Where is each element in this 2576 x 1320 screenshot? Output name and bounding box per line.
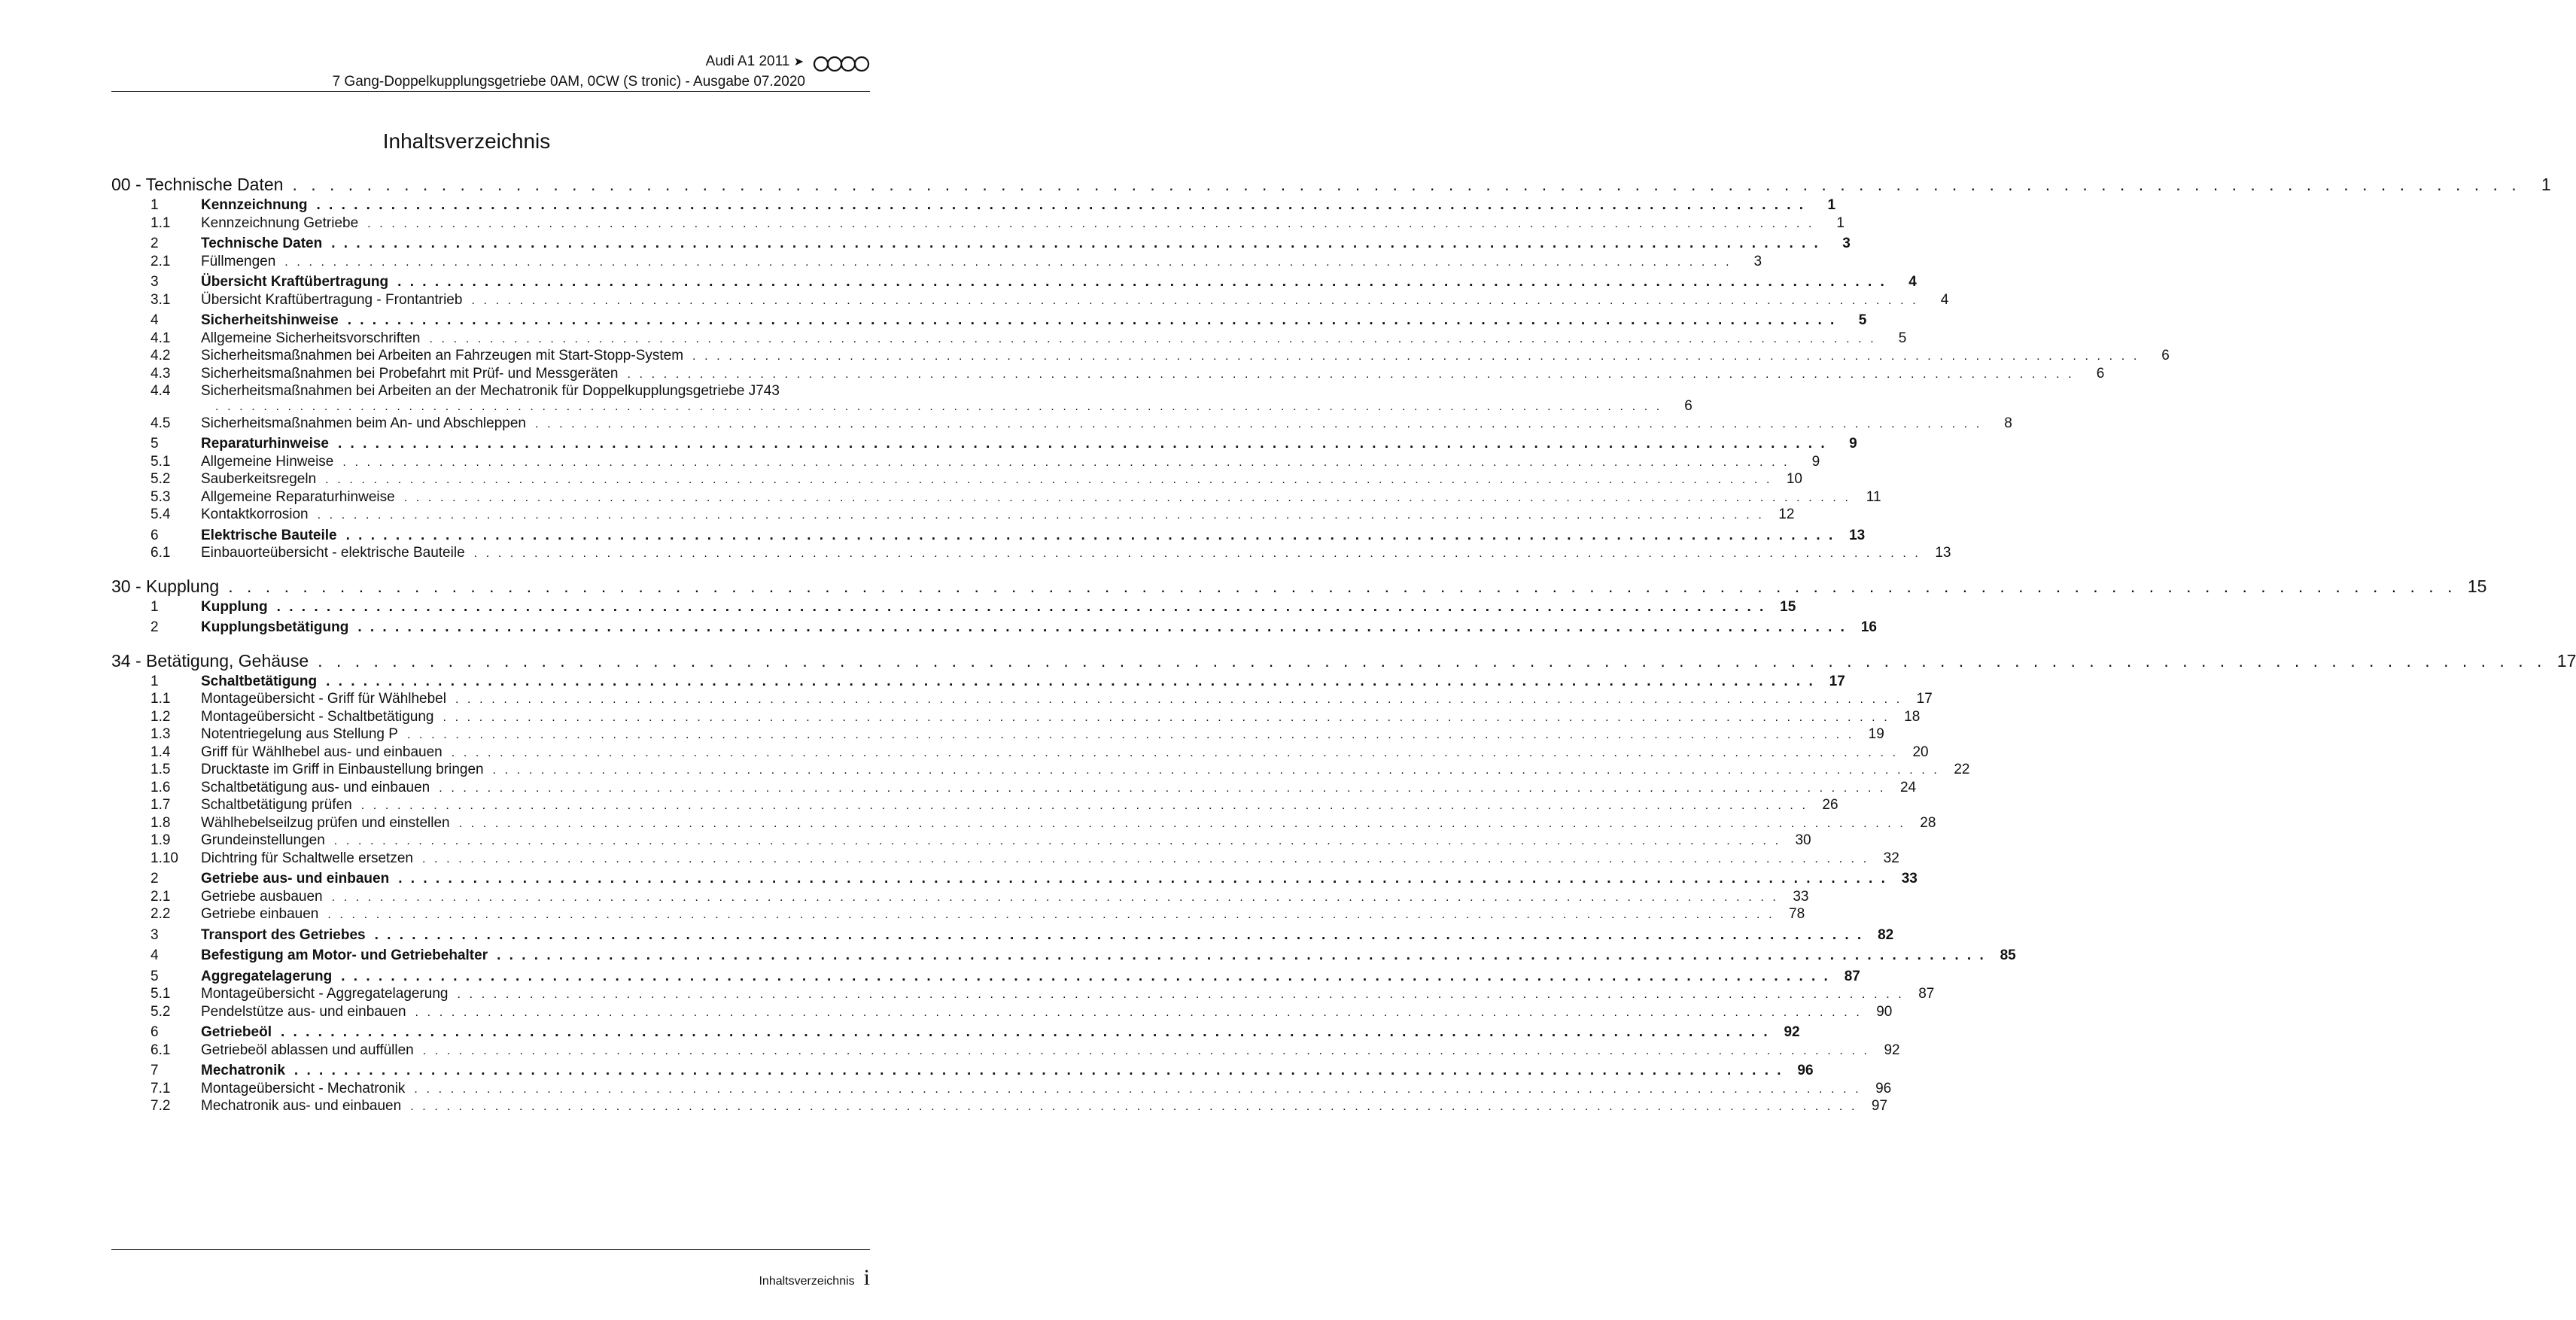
toc-section[interactable] (111, 274, 1917, 292)
toc-leader-dots: . . . . . . . . . . . . . . . . . . . . . . . . . . . . . . . . . . . . . . . . . . . . . . . . . . . . . . . . . . . . . . . . . . . . . . . . . . . . . . . . . . . . . . . . . . . . . . . . . . . . . . . . . . . . . . . . . . . . . . . . (338, 436, 1827, 452)
toc-title: Übersicht Kraftübertragung - Frontantrieb (201, 291, 463, 308)
toc-subsection[interactable] (111, 214, 1845, 233)
toc-page-number: 87 (1918, 986, 1935, 1002)
toc-section[interactable] (111, 871, 1918, 889)
toc-leader-dots: . . . . . . . . . . . . . . . . . . . . . . . . . . . . . . . . . . . . . . . . . . . . . . . . . . . . . . . . . . . . . . . . . . . . . . . . . . . . . . . . . . . . . . . . . . . . . . . . . . . . . . . . . . . . . . . . . . . . . . . . (342, 455, 1790, 469)
toc-page-number: 96 (1875, 1080, 1892, 1096)
toc-leader-dots: . . . . . . . . . . . . . . . . . . . . . . . . . . . . . . . . . . . . . . . . . . . . . . . . . . . . . . . . . . . . . . . . . . . . . . . . . . . . . . . . . . . . . . . . . . . . . . . . . . . . . . . . . . . . . . . . . . . . . . . . (360, 799, 1808, 812)
toc-title: Allgemeine Reparaturhinweise (201, 488, 395, 505)
toc-number: 2 (151, 619, 159, 635)
toc-leader-dots: . . . . . . . . . . . . . . . . . . . . . . . . . . . . . . . . . . . . . . . . . . . . . . . . . . . . . . . . . . . . . . . . . . . . . . . . . . . . . . . . . . . . . . . . . . . . . . . . . . . . . . . . . . . . . . . . . . . . . . . . (325, 473, 1772, 486)
toc-page-number: 15 (1780, 598, 1796, 615)
toc-page-number: 13 (1935, 545, 1951, 561)
toc-leader-dots: . . . . . . . . . . . . . . . . . . . . . . . . . . . . . . . . . . . . . . . . . . . . . . . . . . . . . . . . . . . . . . . . . . . . . . . . . . . . . . . . . . . . . . . . . . . . . . . . . . . . . . . . . . . . . . . . . . . . . . . . (429, 332, 1877, 345)
toc-page-number: 11 (1866, 488, 1881, 505)
toc-title: Pendelstütze aus- und einbauen (201, 1003, 406, 1020)
toc-number: 2.1 (151, 888, 171, 905)
toc-subsection[interactable] (111, 906, 1805, 924)
toc-leader-dots: . . . . . . . . . . . . . . . . . . . . . . . . . . . . . . . . . . . . . . . . . . . . . . . . . . . . . . . . . . . . . . . . . . . . . . . . . . . . . . . . . . . . . . . . . . . . . . . . . . . . . . . . . . . . . . . . . . . . . . . . (317, 509, 1765, 522)
toc-page-number: 3 (1842, 236, 1851, 251)
toc-page-number: 10 (1786, 471, 1802, 487)
toc-title: Kennzeichnung Getriebe (201, 214, 359, 231)
toc-page-number: 9 (1811, 453, 1820, 470)
toc-title: Montageübersicht - Mechatronik (201, 1080, 406, 1096)
toc-leader-dots: . . . . . . . . . . . . . . . . . . . . . . . . . . . . . . . . . . . . . . . . . . . . . . . . . . . . . . . . . . . . . . . . . . . . . . . . . . . . . . . . . . . . . . . . . . . . . . . . . . . . . . . . . . . . . . . . . . . . . . . . (331, 890, 1779, 904)
toc-title: Kupplung (201, 598, 268, 615)
toc-section[interactable] (111, 926, 1894, 945)
toc-number: 3 (151, 926, 159, 943)
toc-leader-dots: . . . . . . . . . . . . . . . . . . . . . . . . . . . . . . . . . . . . . . . . . . . . . . . . . . . . . . . . . . . . . . . . . . . . . . . . . . . . . . . . . . . . . . . . . . . . . . . . . . . . . . . . . . . . . . . . . . . . . . . . (316, 197, 1806, 213)
toc-section[interactable] (111, 436, 1857, 454)
toc-number: 1 (151, 598, 159, 615)
toc-number: 7.1 (151, 1080, 171, 1096)
header-model: Audi A1 2011 (705, 53, 790, 69)
toc-subsection[interactable] (111, 1098, 1888, 1116)
toc-leader-dots: . . . . . . . . . . . . . . . . . . . . . . . . . . . . . . . . . . . . . . . . . . . . . . . . . . . . . . . . . . . . . . . . . . . . . . . . . . . . . . . . . . . . . . . . . . . . . . . . . . . . . . . . . . . . . . . . . . . . . . . . (439, 781, 1887, 795)
toc-number: 1.9 (151, 832, 171, 848)
toc-leader-dots: . . . . . . . . . . . . . . . . . . . . . . . . . . . . . . . . . . . . . . . . . . . . . . . . . . . . . . . . . . . . . . . . . . . . . . . . . . . . . . . . . . . . . . . . . . . . . . . . . . . . . . . . . . . . . . . . . . . . . . . . (627, 367, 2075, 381)
toc-title: 30 - Kupplung (111, 576, 220, 596)
toc-page-number: 4 (1940, 291, 1949, 308)
toc-number: 4.4 (151, 383, 171, 399)
toc-page-number: 17 (2556, 650, 2576, 671)
toc-leader-dots: . . . . . . . . . . . . . . . . . . . . . . . . . . . . . . . . . . . . . . . . . . . . . . . . . . . . . . . . . . . . . . . . . . . . . . . . . . . . . . . . . . . . . . . . . . . . . . . . . . . . . . . . . . . . . . . . . . . . . . . . (492, 764, 1940, 777)
toc-leader-dots: . . . . . . . . . . . . . . . . . . . . . . . . . . . . . . . . . . . . . . . . . . . . . . . . . . . . . . . . . . . . . . . . . . . . . . . . . . . . . . . . . . . . . . . . . . . . . . . . . . . . . . . . . . . . . . . . . . . . . . . . (327, 908, 1775, 921)
toc-number: 6.1 (151, 545, 171, 561)
toc-leader-dots: . . . . . . . . . . . . . . . . . . . . . . . . . . . . . . . . . . . . . . . . . . . . . . . . . . . . . . . . . . . . . . . . . . . . . . . . . . . . . . . . . . . . . . . . . . . . . . . . . . . . . . . . . . . . . . . . . . . . . . . . (284, 255, 1732, 269)
toc-leader-dots: . . . . . . . . . . . . . . . . . . . . . . . . . . . . . . . . . . . . . . . . . . . . . . . . . . . . . . . . . . . . . . . . . . . . . . . . . . . . . . . . . . . . . . . . . . . . . . . . . . . . . . . . . . . . . . . . . . . . . . . . (443, 710, 1890, 724)
toc-subsection[interactable] (111, 814, 1936, 833)
toc-title: Schaltbetätigung prüfen (201, 797, 352, 813)
footer-divider (111, 1249, 870, 1250)
toc-number: 3 (151, 274, 159, 290)
toc-subsection[interactable] (111, 506, 1795, 525)
toc-subsection[interactable] (111, 365, 2105, 384)
audi-rings-icon (813, 56, 870, 72)
toc-number: 2.2 (151, 906, 171, 922)
toc-leader-dots: . . . . . . . . . . . . . . . . . . . . . . . . . . . . . . . . . . . . . . . . . . . . . . . . . . . . . . . . . . . . . . . . . . . . . . . . . . . . . . . . . . . . . . . . . . . . . . . . . . . . . . . . . . . . . . . . . . . . . . . . (333, 835, 1781, 847)
toc-number: 1.1 (151, 691, 171, 707)
toc-title: 00 - Technische Daten (111, 175, 284, 194)
toc-title: Aggregatelagerung (201, 968, 333, 984)
toc-title: Mechatronik aus- und einbauen (201, 1098, 402, 1114)
toc-subsection[interactable] (111, 797, 1838, 815)
toc-subsection[interactable] (111, 348, 2170, 366)
toc-title: Kupplungsbetätigung (201, 619, 349, 635)
toc-title: Schaltbetätigung aus- und einbauen (201, 779, 430, 795)
toc-leader-dots: . . . . . . . . . . . . . . . . . . . . . . . . . . . . . . . . . . . . . . . . . . . . . . . . . . . . . . . . . . . . . . . . . . . . . . . . . . . . . . . . . . . . . . . . . . . . . . . . . . . . . . . . . . . . . . . . . . . . . . . . (347, 312, 1837, 328)
toc-chapter[interactable] (111, 175, 2551, 197)
toc-title: Sicherheitshinweise (201, 312, 339, 328)
header-subtitle: 7 Gang-Doppelkupplungsgetriebe 0AM, 0CW (S tronic) - Ausgabe 07.2020 (332, 74, 805, 90)
toc-leader-dots: . . . . . . . . . . . . . . . . . . . . . . . . . . . . . . . . . . . . . . . . . . . . . . . . . . . . . . . . . . . . . . . . . . . . . . . . . . . . . . . . . . . . . . . . . . . . . . . . . . . . . . . . . . . . . . . . . . . . . . . . (318, 650, 2547, 671)
toc-section[interactable] (111, 947, 2016, 966)
toc-leader-dots: . . . . . . . . . . . . . . . . . . . . . . . . . . . . . . . . . . . . . . . . . . . . . . . . . . . . . . . . . . . . . . . . . . . . . . . . . . . . . . . . . . . . . . . . . . . . . . . . . . . . . . . . . . . . . . . . . . . . . . . . (534, 417, 1982, 430)
toc-subsection[interactable] (111, 1042, 1900, 1060)
toc-page-number: 33 (1793, 888, 1809, 905)
toc-title: 34 - Betätigung, Gehäuse (111, 650, 309, 671)
toc-leader-dots: . . . . . . . . . . . . . . . . . . . . . . . . . . . . . . . . . . . . . . . . . . . . . . . . . . . . . . . . . . . . . . . . . . . . . . . . . . . . . . . . . . . . . . . . . . . . . . . . . . . . . . . . . . . . . . . . . . . . . . . . (455, 693, 1902, 706)
toc-leader-dots: . . . . . . . . . . . . . . . . . . . . . . . . . . . . . . . . . . . . . . . . . . . . . . . . . . . . . . . . . . . . . . . . . . . . . . . . . . . . . . . . . . . . . . . . . . . . . . . . . . . . . . . . . . . . . . . . . . . . . . . . (414, 1082, 1862, 1096)
toc-leader-dots: . . . . . . . . . . . . . . . . . . . . . . . . . . . . . . . . . . . . . . . . . . . . . . . . . . . . . . . . . . . . . . . . . . . . . . . . . . . . . . . . . . . . . . . . . . . . . . . . . . . . . . . . . . . . . . . . . . . . . . . . (367, 217, 1814, 230)
toc-number: 2 (151, 236, 159, 251)
toc-chapter[interactable] (111, 650, 2576, 674)
toc-title: Getriebeöl (201, 1024, 272, 1040)
toc-leader-dots: . . . . . . . . . . . . . . . . . . . . . . . . . . . . . . . . . . . . . . . . . . . . . . . . . . . . . . . . . . . . . . . . . . . . . . . . . . . . . . . . . . . . . . . . . . . . . . . . . . . . . . . . . . . . . . . . . . . . . . . . (421, 852, 1869, 865)
toc-page-number: 15 (2467, 576, 2487, 596)
toc-title: Getriebe ausbauen (201, 888, 323, 905)
toc-title: Kennzeichnung (201, 197, 308, 213)
toc-number: 1.2 (151, 708, 171, 725)
toc-number: 7.2 (151, 1098, 171, 1114)
toc-subsection[interactable] (111, 1003, 1893, 1022)
toc-page-number: 5 (1898, 330, 1907, 346)
toc-leader-dots: . . . . . . . . . . . . . . . . . . . . . . . . . . . . . . . . . . . . . . . . . . . . . . . . . . . . . . . . . . . . . . . . . . . . . . . . . . . . . . . . . . . . . . . . . . . . . . . . . . . . . . . . . . . . . . . . . . . . . . . . (345, 527, 1835, 543)
toc-number: 5.4 (151, 506, 171, 522)
toc-subsection[interactable] (111, 291, 1949, 310)
toc-section[interactable] (111, 312, 1867, 330)
toc-page-number: 92 (1784, 1024, 1800, 1040)
toc-number: 5 (151, 436, 159, 452)
toc-subsection[interactable] (111, 545, 1951, 563)
toc-leader-dots: . . . . . . . . . . . . . . . . . . . . . . . . . . . . . . . . . . . . . . . . . . . . . . . . . . . . . . . . . . . . . . . . . . . . . . . . . . . . . . . . . . . . . . . . . . . . . . . . . . . . . . . . . . . . . . . . . . . . . . . . (331, 236, 1820, 251)
toc-number: 5.3 (151, 488, 171, 505)
toc-title: Sicherheitsmaßnahmen bei Probefahrt mit Prüf- und Messgeräten (201, 365, 619, 382)
toc-title: Montageübersicht - Aggregatelagerung (201, 986, 449, 1002)
toc-page-number: 28 (1920, 814, 1936, 831)
toc-page-number: 1 (1836, 214, 1845, 231)
toc-leader-dots: . . . . . . . . . . . . . . . . . . . . . . . . . . . . . . . . . . . . . . . . . . . . . . . . . . . . . . . . . . . . . . . . . . . . . . . . . . . . . . . . . . . . . . . . . . . . . . . . . . . . . . . . . . . . . . . . . . . . . . . . (397, 274, 1887, 290)
toc-subsection[interactable] (111, 691, 1933, 709)
toc-number: 1.7 (151, 797, 171, 813)
toc-title: Sicherheitsmaßnahmen bei Arbeiten an Fahrzeugen mit Start-Stopp-System (201, 348, 684, 363)
toc-page-number: 92 (1884, 1042, 1900, 1058)
toc-title: Technische Daten (201, 236, 323, 251)
toc-leader-dots: . . . . . . . . . . . . . . . . . . . . . . . . . . . . . . . . . . . . . . . . . . . . . . . . . . . . . . . . . . . . . . . . . . . . . . . . . . . . . . . . . . . . . . . . . . . . . . . . . . . . . . . . . . . . . . . . . . . . . . . . (692, 350, 2140, 363)
toc-number: 2.1 (151, 253, 171, 269)
toc-number: 4 (151, 947, 159, 963)
toc-title: Getriebe aus- und einbauen (201, 871, 390, 887)
toc-leader-dots: . . . . . . . . . . . . . . . . . . . . . . . . . . . . . . . . . . . . . . . . . . . . . . . . . . . . . . . . . . . . . . . . . . . . . . . . . . . . . . . . . . . . . . . . . . . . . . . . . . . . . . . . . . . . . . . . . . . . . . . . (473, 547, 1921, 560)
toc-leader-dots: . . . . . . . . . . . . . . . . . . . . . . . . . . . . . . . . . . . . . . . . . . . . . . . . . . . . . . . . . . . . . . . . . . . . . . . . . . . . . . . . . . . . . . . . . . . . . . . . . . . . . . . . . . . . . . . . . . . . . . . . (374, 926, 1864, 943)
toc-number: 1 (151, 197, 159, 213)
toc-page-number: 32 (1883, 850, 1899, 866)
toc-title: Notentriegelung aus Stellung P (201, 726, 398, 742)
header-model-line (706, 53, 804, 70)
toc-subsection[interactable] (111, 744, 1929, 762)
toc-page-number: 90 (1876, 1003, 1893, 1020)
toc-page-number: 5 (1858, 312, 1867, 328)
toc-page-number: 78 (1789, 906, 1805, 922)
toc-section[interactable] (111, 1063, 1814, 1081)
toc-page-number: 1 (1827, 197, 1836, 213)
toc-number: 1.1 (151, 214, 171, 231)
toc-number: 5.2 (151, 471, 171, 487)
toc-leader-dots: . . . . . . . . . . . . . . . . . . . . . . . . . . . . . . . . . . . . . . . . . . . . . . . . . . . . . . . . . . . . . . . . . . . . . . . . . . . . . . . . . . . . . . . . . . . . . . . . . . . . . . . . . . . . . . . . . . . . . . . . (280, 1024, 1770, 1040)
toc-subsection[interactable] (111, 471, 1802, 489)
toc-page-number: 17 (1916, 691, 1933, 707)
toc-subsection[interactable] (111, 726, 1884, 744)
toc-title: Befestigung am Motor- und Getriebehalter (201, 947, 488, 963)
toc-page-number: 13 (1849, 527, 1866, 543)
toc-title: Übersicht Kraftübertragung (201, 274, 389, 290)
toc-number: 1.10 (151, 850, 178, 866)
toc-page-number: 97 (1871, 1098, 1888, 1114)
toc-number: 5.1 (151, 986, 171, 1002)
page-title: Inhaltsverzeichnis (382, 129, 551, 153)
toc-number: 3.1 (151, 291, 171, 308)
toc-section[interactable] (111, 673, 1845, 692)
toc-number: 1.8 (151, 814, 171, 831)
toc-title: Transport des Getriebes (201, 926, 366, 943)
toc-subsection[interactable] (111, 986, 1935, 1004)
toc-number: 4 (151, 312, 159, 328)
header-divider (111, 91, 870, 92)
toc-title: Drucktaste im Griff in Einbaustellung bringen (201, 762, 484, 777)
toc-subsection[interactable] (111, 453, 1820, 472)
toc-number: 1.3 (151, 726, 171, 742)
toc-leader-dots: . . . . . . . . . . . . . . . . . . . . . . . . . . . . . . . . . . . . . . . . . . . . . . . . . . . . . . . . . . . . . . . . . . . . . . . . . . . . . . . . . . . . . . . . . . . . . . . . . . . . . . . . . . . . . . . . . . . . . . . . (415, 1005, 1863, 1019)
toc-title: Reparaturhinweise (201, 436, 329, 452)
toc-title: Sauberkeitsregeln (201, 471, 317, 487)
toc-number: 6 (151, 1024, 159, 1040)
toc-section[interactable] (111, 236, 1851, 254)
toc-page-number: 6 (2161, 348, 2170, 363)
toc-leader-dots: . . . . . . . . . . . . . . . . . . . . . . . . . . . . . . . . . . . . . . . . . . . . . . . . . . . . . . . . . . . . . . . . . . . . . . . . . . . . . . . . . . . . . . . . . . . . . . . . . . . . . . . . . . . . . . . . . . . . . . . . (406, 728, 1854, 741)
toc-subsection[interactable] (111, 415, 2012, 433)
toc-page-number: 96 (1797, 1063, 1814, 1078)
toc-page-number: 17 (1829, 673, 1845, 689)
toc-number: 4.2 (151, 348, 171, 363)
toc-section[interactable] (111, 619, 1877, 637)
toc-leader-dots: . . . . . . . . . . . . . . . . . . . . . . . . . . . . . . . . . . . . . . . . . . . . . . . . . . . . . . . . . . . . . . . . . . . . . . . . . . . . . . . . . . . . . . . . . . . . . . . . . . . . . . . . . . . . . . . . . . . . . . . . (471, 294, 1919, 307)
toc-page-number: 19 (1868, 726, 1884, 742)
toc-page-number: 1 (2541, 175, 2551, 194)
toc-page-number: 9 (1849, 436, 1857, 452)
toc-number: 1.5 (151, 762, 171, 777)
toc-page-number: 3 (1753, 253, 1762, 269)
toc-subsection[interactable] (111, 888, 1809, 907)
toc-leader-dots: . . . . . . . . . . . . . . . . . . . . . . . . . . . . . . . . . . . . . . . . . . . . . . . . . . . . . . . . . . . . . . . . . . . . . . . . . . . . . . . . . . . . . . . . . . . . . . . . . . . . . . . . . . . . . . . . . . . . . . . . (341, 968, 1830, 984)
toc-number: 4.5 (151, 415, 171, 431)
toc-page-number: 16 (1860, 619, 1877, 635)
toc-leader-dots: . . . . . . . . . . . . . . . . . . . . . . . . . . . . . . . . . . . . . . . . . . . . . . . . . . . . . . . . . . . . . . . . . . . . . . . . . . . . . . . . . . . . . . . . . . . . . . . . . . . . . . . . . . . . . . . . . . . . . . . . (276, 598, 1766, 615)
toc-page-number: 18 (1904, 708, 1921, 725)
toc-page-number: 82 (1878, 926, 1894, 943)
toc-page-number: 26 (1822, 797, 1838, 813)
toc-section[interactable] (111, 527, 1866, 546)
toc-title: Füllmengen (201, 253, 276, 269)
toc-continuation (111, 397, 1692, 415)
toc-number: 1.4 (151, 744, 171, 760)
toc-title: Getriebe einbauen (201, 906, 319, 922)
toc-subsection[interactable] (111, 488, 1881, 507)
toc-leader-dots: . . . . . . . . . . . . . . . . . . . . . . . . . . . . . . . . . . . . . . . . . . . . . . . . . . . . . . . . . . . . . . . . . . . . . . . . . . . . . . . . . . . . . . . . . . . . . . . . . . . . . . . . . . . . . . . . . . . . . . . . (457, 988, 1905, 1001)
toc-leader-dots: . . . . . . . . . . . . . . . . . . . . . . . . . . . . . . . . . . . . . . . . . . . . . . . . . . . . . . . . . . . . . . . . . . . . . . . . . . . . . . . . . . . . . . . . . . . . . . . . . . . . . . . . . . . . . . . . . . . . . . . . (357, 619, 1847, 635)
toc-title: Elektrische Bauteile (201, 527, 337, 543)
toc-title: Sicherheitsmaßnahmen bei Arbeiten an der Mechatronik für Doppelkupplungsgetriebe J743 (201, 383, 780, 399)
toc-leader-dots: . . . . . . . . . . . . . . . . . . . . . . . . . . . . . . . . . . . . . . . . . . . . . . . . . . . . . . . . . . . . . . . . . . . . . . . . . . . . . . . . . . . . . . . . . . . . . . . . . . . . . . . . . . . . . . . . . . . . . . . . (326, 673, 1815, 689)
toc-title: Kontaktkorrosion (201, 506, 309, 522)
toc-number: 1.6 (151, 779, 171, 795)
toc-page-number: 24 (1899, 779, 1917, 795)
toc-number: 4.3 (151, 365, 171, 382)
page-header (111, 53, 870, 92)
toc-number: 7 (151, 1063, 159, 1078)
toc-leader-dots: . . . . . . . . . . . . . . . . . . . . . . . . . . . . . . . . . . . . . . . . . . . . . . . . . . . . . . . . . . . . . . . . . . . . . . . . . . . . . . . . . . . . . . . . . . . . . . . . . . . . . . . . . . . . . . . . . . . . . . . . (215, 400, 1662, 413)
toc-title: Mechatronik (201, 1063, 285, 1078)
toc-subsection[interactable] (111, 762, 1970, 780)
toc-leader-dots: . . . . . . . . . . . . . . . . . . . . . . . . . . . . . . . . . . . . . . . . . . . . . . . . . . . . . . . . . . . . . . . . . . . . . . . . . . . . . . . . . . . . . . . . . . . . . . . . . . . . . . . . . . . . . . . . . . . . . . . . (398, 871, 1887, 887)
toc-subsection[interactable] (111, 330, 1907, 348)
toc-title: Montageübersicht - Schaltbetätigung (201, 708, 434, 725)
toc-subsection[interactable] (111, 832, 1811, 850)
toc-subsection[interactable] (111, 708, 1921, 727)
toc-number: 6.1 (151, 1042, 171, 1058)
toc-title: Griff für Wählhebel aus- und einbauen (201, 744, 443, 760)
toc-leader-dots: . . . . . . . . . . . . . . . . . . . . . . . . . . . . . . . . . . . . . . . . . . . . . . . . . . . . . . . . . . . . . . . . . . . . . . . . . . . . . . . . . . . . . . . . . . . . . . . . . . . . . . . . . . . . . . . . . . . . . . . . (293, 1063, 1784, 1078)
toc-page-number: 6 (1684, 397, 1692, 414)
toc-title: Dichtring für Schaltwelle ersetzen (201, 850, 413, 866)
toc-subsection[interactable] (111, 850, 1899, 868)
toc-subsection[interactable] (111, 253, 1762, 272)
toc-page-number: 4 (1908, 274, 1917, 290)
footer-label: Inhaltsverzeichnis (759, 1275, 855, 1288)
toc-title: Wählhebelseilzug prüfen und einstellen (201, 814, 450, 831)
toc-leader-dots: . . . . . . . . . . . . . . . . . . . . . . . . . . . . . . . . . . . . . . . . . . . . . . . . . . . . . . . . . . . . . . . . . . . . . . . . . . . . . . . . . . . . . . . . . . . . . . . . . . . . . . . . . . . . . . . . . . . . . . . . (228, 576, 2457, 596)
toc-subsection[interactable] (111, 1080, 1892, 1099)
toc-page-number: 33 (1901, 871, 1918, 887)
toc-number: 5.2 (151, 1003, 171, 1020)
footer-page-number: i (863, 1265, 870, 1290)
toc-leader-dots: . . . . . . . . . . . . . . . . . . . . . . . . . . . . . . . . . . . . . . . . . . . . . . . . . . . . . . . . . . . . . . . . . . . . . . . . . . . . . . . . . . . . . . . . . . . . . . . . . . . . . . . . . . . . . . . . . . . . . . . . (410, 1100, 1858, 1113)
toc-number: 5.1 (151, 453, 171, 470)
toc-title: Getriebeöl ablassen und auffüllen (201, 1042, 414, 1058)
toc-title: Montageübersicht - Griff für Wählhebel (201, 691, 446, 707)
toc-page-number: 85 (2000, 947, 2016, 963)
toc-number: 1 (151, 673, 159, 689)
arrow-icon: ➤ (793, 56, 804, 68)
toc-page-number: 20 (1912, 744, 1929, 760)
toc-page-number: 87 (1844, 968, 1860, 984)
toc-page-number: 12 (1778, 506, 1795, 522)
toc-number: 6 (151, 527, 159, 543)
page-footer (759, 1265, 870, 1291)
toc-leader-dots: . . . . . . . . . . . . . . . . . . . . . . . . . . . . . . . . . . . . . . . . . . . . . . . . . . . . . . . . . . . . . . . . . . . . . . . . . . . . . . . . . . . . . . . . . . . . . . . . . . . . . . . . . . . . . . . . . . . . . . . . (497, 947, 1986, 963)
toc-page-number: 8 (2004, 415, 2012, 431)
toc-title: Grundeinstellungen (201, 832, 325, 848)
toc-section[interactable] (111, 197, 1836, 215)
toc-title: Allgemeine Sicherheitsvorschriften (201, 330, 421, 346)
toc-leader-dots: . . . . . . . . . . . . . . . . . . . . . . . . . . . . . . . . . . . . . . . . . . . . . . . . . . . . . . . . . . . . . . . . . . . . . . . . . . . . . . . . . . . . . . . . . . . . . . . . . . . . . . . . . . . . . . . . . . . . . . . . (422, 1044, 1870, 1057)
toc-title: Allgemeine Hinweise (201, 453, 334, 470)
toc-section[interactable] (111, 598, 1796, 617)
toc-page-number: 30 (1795, 832, 1811, 848)
toc-page-number: 22 (1954, 762, 1970, 777)
toc-number: 4.1 (151, 330, 171, 346)
toc-leader-dots: . . . . . . . . . . . . . . . . . . . . . . . . . . . . . . . . . . . . . . . . . . . . . . . . . . . . . . . . . . . . . . . . . . . . . . . . . . . . . . . . . . . . . . . . . . . . . . . . . . . . . . . . . . . . . . . . . . . . . . . . (292, 175, 2521, 194)
toc-number: 5 (151, 968, 159, 984)
toc-subsection[interactable] (111, 779, 1917, 798)
toc-section[interactable] (111, 1024, 1800, 1042)
toc-title: Einbauorteübersicht - elektrische Bauteile (201, 545, 465, 561)
toc-leader-dots: . . . . . . . . . . . . . . . . . . . . . . . . . . . . . . . . . . . . . . . . . . . . . . . . . . . . . . . . . . . . . . . . . . . . . . . . . . . . . . . . . . . . . . . . . . . . . . . . . . . . . . . . . . . . . . . . . . . . . . . . (451, 746, 1899, 759)
toc-leader-dots: . . . . . . . . . . . . . . . . . . . . . . . . . . . . . . . . . . . . . . . . . . . . . . . . . . . . . . . . . . . . . . . . . . . . . . . . . . . . . . . . . . . . . . . . . . . . . . . . . . . . . . . . . . . . . . . . . . . . . . . . (403, 491, 1851, 504)
toc-section[interactable] (111, 968, 1860, 987)
toc-title: Schaltbetätigung (201, 673, 318, 689)
toc-title: Sicherheitsmaßnahmen beim An- und Abschleppen (201, 415, 526, 431)
toc-page-number: 6 (2096, 365, 2105, 382)
toc-leader-dots: . . . . . . . . . . . . . . . . . . . . . . . . . . . . . . . . . . . . . . . . . . . . . . . . . . . . . . . . . . . . . . . . . . . . . . . . . . . . . . . . . . . . . . . . . . . . . . . . . . . . . . . . . . . . . . . . . . . . . . . . (458, 817, 1906, 830)
toc-number: 2 (151, 871, 159, 887)
toc-chapter[interactable] (111, 576, 2487, 599)
